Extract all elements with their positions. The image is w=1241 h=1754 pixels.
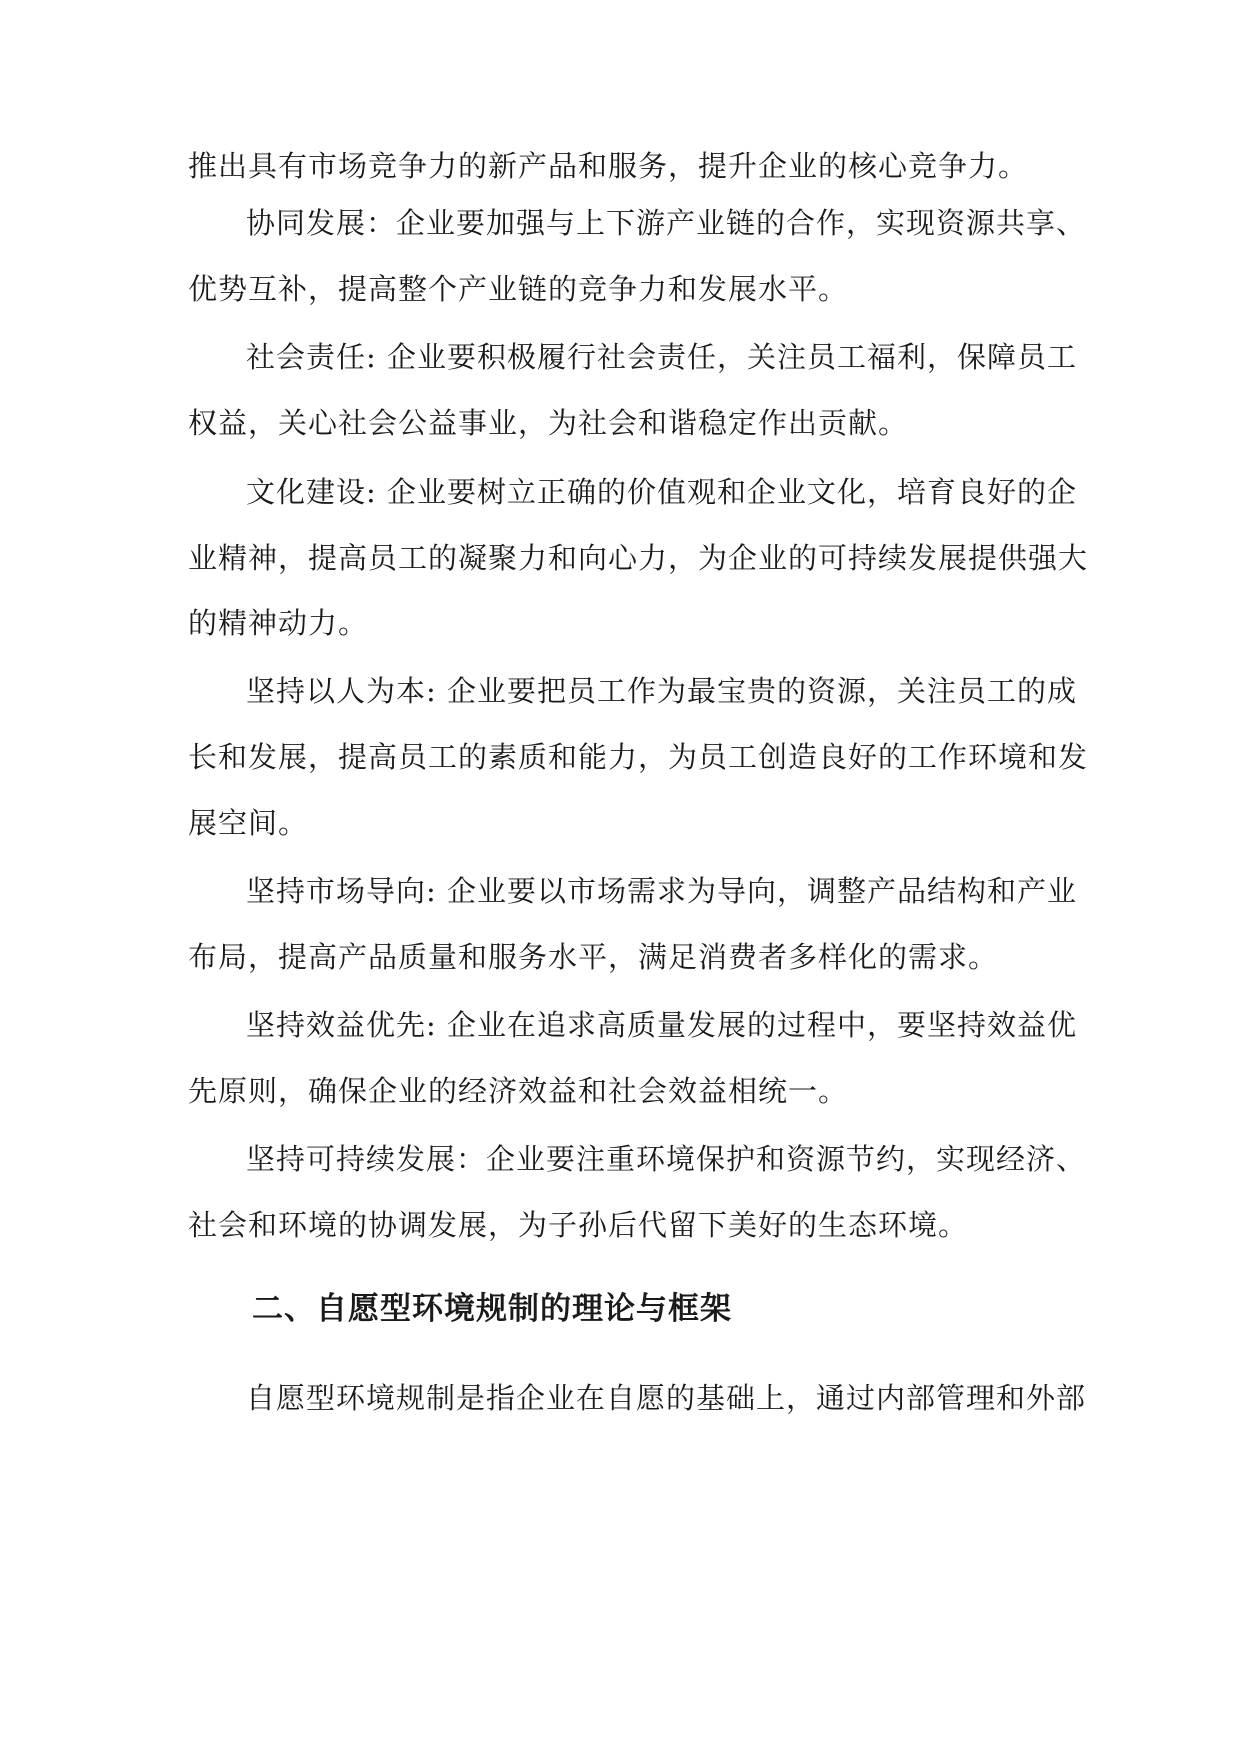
section-heading: 二、自愿型环境规制的理论与框架 bbox=[252, 1291, 732, 1327]
paragraph-4-line-1: 文化建设: 企业要树立正确的价值观和企业文化，培育良好的企 bbox=[246, 475, 1077, 509]
paragraph-4-line-3: 的精神动力。 bbox=[188, 606, 369, 640]
paragraph-5-line-3: 展空间。 bbox=[188, 806, 309, 840]
paragraph-5-line-2: 长和发展，提高员工的素质和能力，为员工创造良好的工作环境和发 bbox=[188, 740, 1089, 774]
paragraph-6-line-1: 坚持市场导向: 企业要以市场需求为导向，调整产品结构和产业 bbox=[246, 874, 1077, 908]
paragraph-2-line-1: 协同发展：企业要加强与上下游产业链的合作，实现资源共享、 bbox=[246, 206, 1087, 240]
paragraph-6-line-2: 布局，提高产品质量和服务水平，满足消费者多样化的需求。 bbox=[188, 940, 999, 974]
paragraph-7-line-1: 坚持效益优先: 企业在追求高质量发展的过程中，要坚持效益优 bbox=[246, 1008, 1077, 1042]
paragraph-7-line-2: 先原则，确保企业的经济效益和社会效益相统一。 bbox=[188, 1074, 849, 1108]
paragraph-5-line-1: 坚持以人为本: 企业要把员工作为最宝贵的资源，关注员工的成 bbox=[246, 674, 1077, 708]
paragraph-1-line-1: 推出具有市场竞争力的新产品和服务，提升企业的核心竞争力。 bbox=[188, 149, 1029, 183]
final-paragraph-line-1: 自愿型环境规制是指企业在自愿的基础上，通过内部管理和外部 bbox=[246, 1381, 1087, 1415]
paragraph-4-line-2: 业精神，提高员工的凝聚力和向心力，为企业的可持续发展提供强大 bbox=[188, 541, 1089, 575]
paragraph-8-line-2: 社会和环境的协调发展，为子孙后代留下美好的生态环境。 bbox=[188, 1208, 969, 1242]
paragraph-2-line-2: 优势互补，提高整个产业链的竞争力和发展水平。 bbox=[188, 272, 849, 306]
paragraph-3-line-1: 社会责任: 企业要积极履行社会责任，关注员工福利，保障员工 bbox=[246, 340, 1077, 374]
paragraph-3-line-2: 权益，关心社会公益事业，为社会和谐稳定作出贡献。 bbox=[188, 406, 909, 440]
paragraph-8-line-1: 坚持可持续发展：企业要注重环境保护和资源节约，实现经济、 bbox=[246, 1142, 1087, 1176]
